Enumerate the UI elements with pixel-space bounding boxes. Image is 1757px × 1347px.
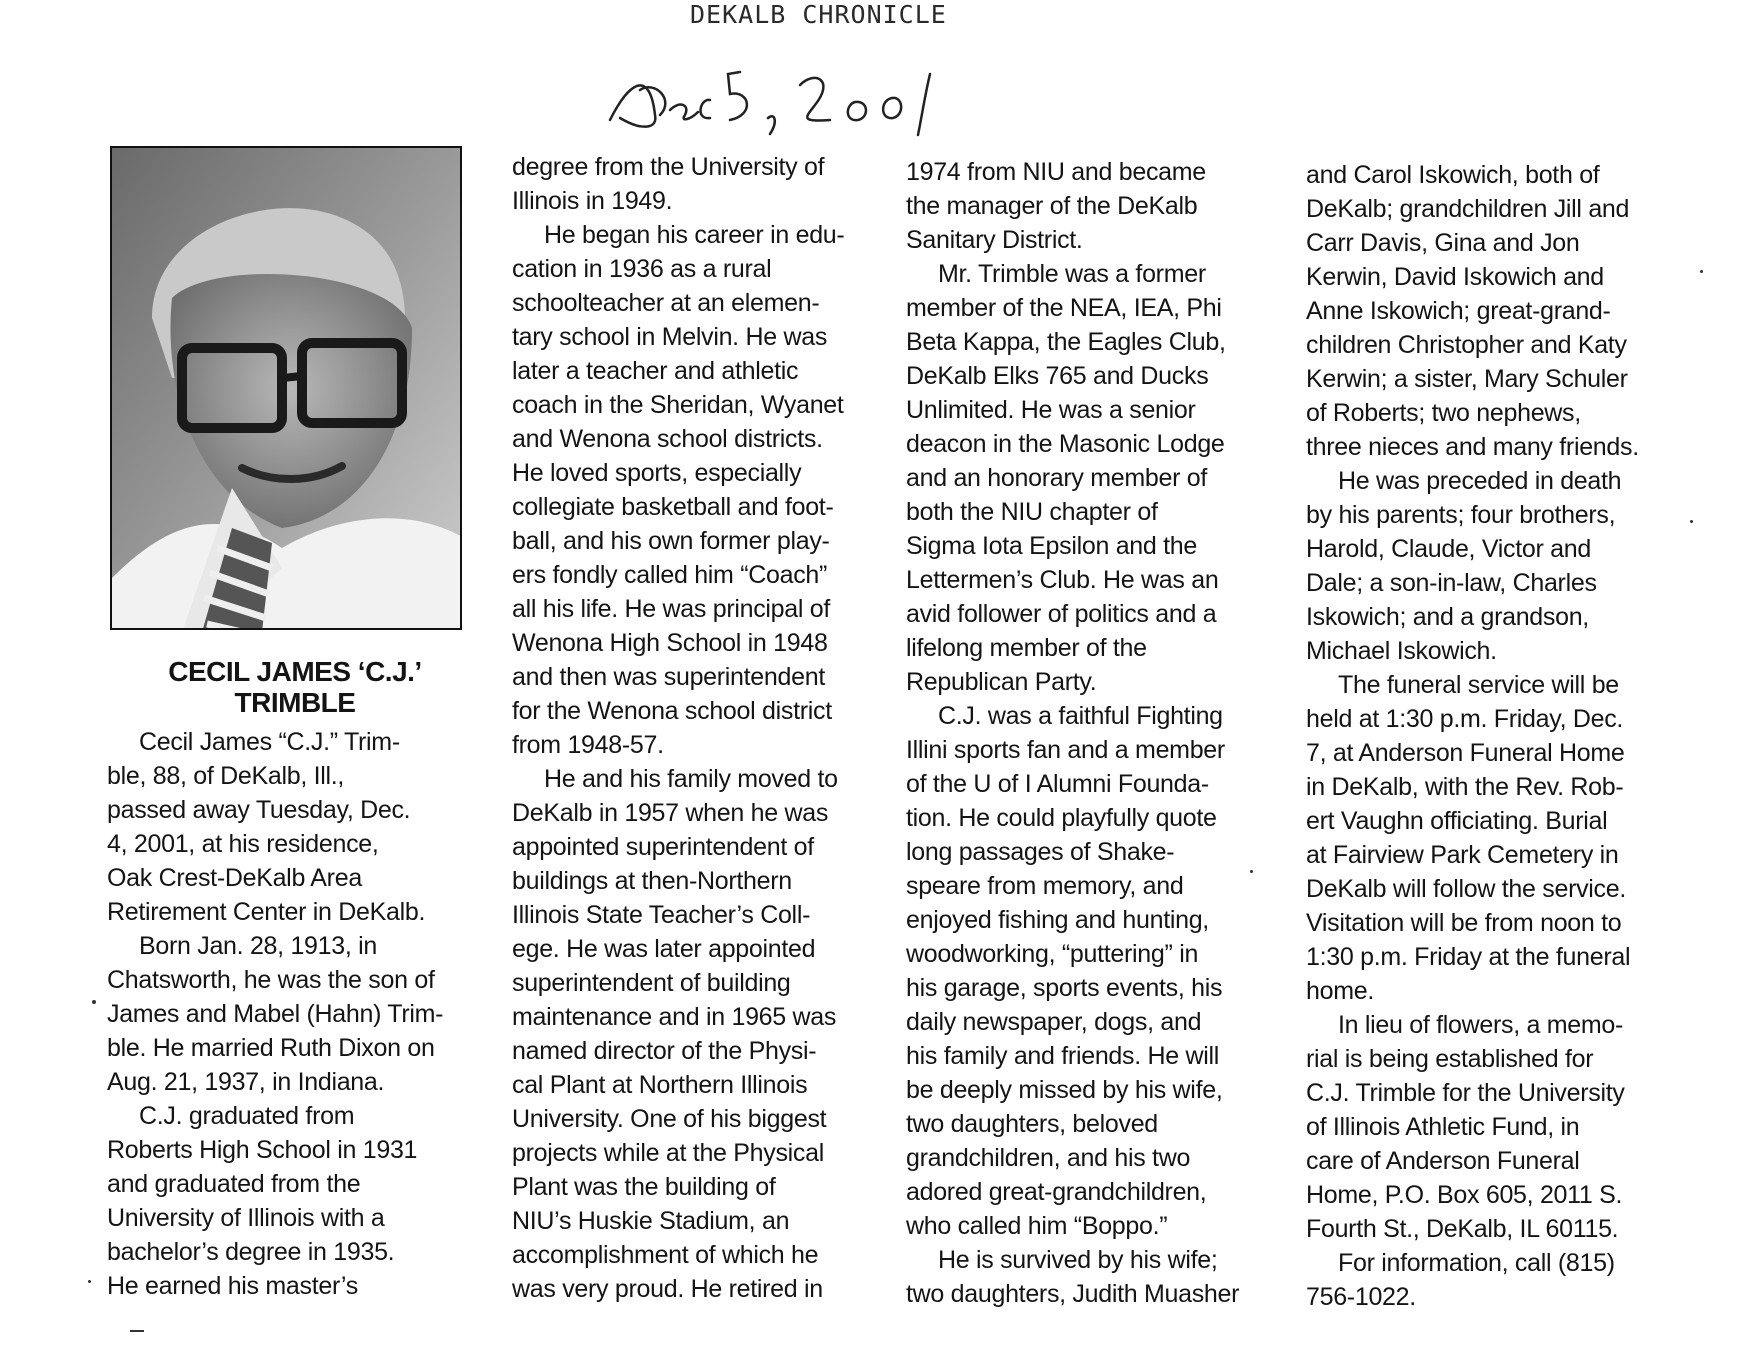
article-line: 1:30 p.m. Friday at the funeral: [1306, 943, 1631, 971]
scan-speck: [88, 1280, 91, 1283]
article-line: who called him “Boppo.”: [906, 1212, 1168, 1240]
article-line: his garage, sports events, his: [906, 974, 1223, 1002]
article-line: and graduated from the: [107, 1170, 361, 1198]
article-line: 4, 2001, at his residence,: [107, 830, 379, 858]
article-line: He loved sports, especially: [512, 459, 802, 487]
article-line: C.J. graduated from: [139, 1102, 355, 1130]
article-line: Anne Iskowich; great-grand-: [1306, 297, 1611, 325]
article-line: all his life. He was principal of: [512, 595, 831, 623]
article-column-1: [107, 725, 443, 1303]
article-line: maintenance and in 1965 was: [512, 1003, 837, 1031]
article-line: Lettermen’s Club. He was an: [906, 566, 1219, 594]
article-line: member of the NEA, IEA, Phi: [906, 294, 1222, 322]
article-line: Mr. Trimble was a former: [938, 260, 1206, 288]
article-line: DeKalb in 1957 when he was: [512, 799, 829, 827]
scan-speck: [1250, 870, 1253, 873]
article-line: Aug. 21, 1937, in Indiana.: [107, 1068, 385, 1096]
article-line: ert Vaughn officiating. Burial: [1306, 807, 1608, 835]
article-line: children Christopher and Katy: [1306, 331, 1627, 359]
article-line: 1974 from NIU and became: [906, 158, 1206, 186]
article-line: from 1948-57.: [512, 731, 664, 759]
article-line: avid follower of politics and a: [906, 600, 1217, 628]
headline-line-2: TRIMBLE: [234, 687, 356, 718]
article-line: DeKalb; grandchildren Jill and: [1306, 195, 1630, 223]
article-line: lifelong member of the: [906, 634, 1147, 662]
article-line: Illinois in 1949.: [512, 187, 673, 215]
article-line: He began his career in edu-: [544, 221, 845, 249]
article-line: The funeral service will be: [1338, 671, 1619, 699]
article-line: grandchildren, and his two: [906, 1144, 1191, 1172]
article-line: degree from the University of: [512, 153, 825, 181]
article-column-2: [512, 150, 844, 1306]
article-line: ege. He was later appointed: [512, 935, 816, 963]
article-line: of Illinois Athletic Fund, in: [1306, 1113, 1580, 1141]
article-line: accomplishment of which he: [512, 1241, 819, 1269]
article-line: Cecil James “C.J.” Trim-: [139, 728, 400, 756]
article-line: Oak Crest-DeKalb Area: [107, 864, 362, 892]
scan-speck: [1700, 270, 1703, 273]
article-line: two daughters, beloved: [906, 1110, 1158, 1138]
article-line: Beta Kappa, the Eagles Club,: [906, 328, 1226, 356]
article-line: projects while at the Physical: [512, 1139, 824, 1167]
article-line: cal Plant at Northern Illinois: [512, 1071, 808, 1099]
article-line: Chatsworth, he was the son of: [107, 966, 435, 994]
article-line: and an honorary member of: [906, 464, 1208, 492]
article-line: He and his family moved to: [544, 765, 838, 793]
article-line: passed away Tuesday, Dec.: [107, 796, 411, 824]
article-line: collegiate basketball and foot-: [512, 493, 834, 521]
article-line: daily newspaper, dogs, and: [906, 1008, 1202, 1036]
masthead: DEKALB CHRONICLE: [690, 0, 947, 29]
scan-speck: [92, 1000, 96, 1004]
article-line: the manager of the DeKalb: [906, 192, 1198, 220]
article-line: and Wenona school districts.: [512, 425, 823, 453]
article-line: at Fairview Park Cemetery in: [1306, 841, 1619, 869]
article-line: He was preceded in death: [1338, 467, 1622, 495]
article-line: 7, at Anderson Funeral Home: [1306, 739, 1625, 767]
article-line: NIU’s Huskie Stadium, an: [512, 1207, 790, 1235]
article-line: was very proud. He retired in: [512, 1275, 823, 1303]
article-line: Home, P.O. Box 605, 2011 S.: [1306, 1181, 1623, 1209]
article-line: bachelor’s degree in 1935.: [107, 1238, 395, 1266]
article-line: James and Mabel (Hahn) Trim-: [107, 1000, 444, 1028]
handwritten-date: [600, 60, 960, 140]
article-line: his family and friends. He will: [906, 1042, 1220, 1070]
article-line: for the Wenona school district: [512, 697, 832, 725]
article-line: both the NIU chapter of: [906, 498, 1158, 526]
article-line: Kerwin; a sister, Mary Schuler: [1306, 365, 1628, 393]
article-line: 756-1022.: [1306, 1283, 1416, 1311]
article-line: enjoyed fishing and hunting,: [906, 906, 1209, 934]
article-line: ball, and his own former play-: [512, 527, 830, 555]
article-line: Visitation will be from noon to: [1306, 909, 1622, 937]
article-column-4: [1306, 158, 1639, 1314]
article-line: schoolteacher at an elemen-: [512, 289, 820, 317]
article-line: and then was superintendent: [512, 663, 825, 691]
headline-line-1: CECIL JAMES ‘C.J.’: [168, 656, 422, 687]
article-line: Republican Party.: [906, 668, 1097, 696]
article-line: Kerwin, David Iskowich and: [1306, 263, 1604, 291]
article-line: Roberts High School in 1931: [107, 1136, 418, 1164]
article-line: care of Anderson Funeral: [1306, 1147, 1580, 1175]
article-line: cation in 1936 as a rural: [512, 255, 772, 283]
article-line: superintendent of building: [512, 969, 791, 997]
article-line: ble, 88, of DeKalb, Ill.,: [107, 762, 345, 790]
article-line: be deeply missed by his wife,: [906, 1076, 1223, 1104]
article-line: appointed superintendent of: [512, 833, 814, 861]
article-line: For information, call (815): [1338, 1249, 1615, 1277]
article-line: DeKalb will follow the service.: [1306, 875, 1626, 903]
article-line: rial is being established for: [1306, 1045, 1594, 1073]
article-line: In lieu of flowers, a memo-: [1338, 1011, 1624, 1039]
article-line: and Carol Iskowich, both of: [1306, 161, 1600, 189]
article-line: ers fondly called him “Coach”: [512, 561, 828, 589]
article-line: DeKalb Elks 765 and Ducks: [906, 362, 1209, 390]
article-line: tion. He could playfully quote: [906, 804, 1217, 832]
article-line: Harold, Claude, Victor and: [1306, 535, 1591, 563]
article-line: two daughters, Judith Muasher: [906, 1280, 1240, 1308]
article-line: Illini sports fan and a member: [906, 736, 1225, 764]
article-line: He is survived by his wife;: [938, 1246, 1218, 1274]
article-line: adored great-grandchildren,: [906, 1178, 1207, 1206]
article-line: long passages of Shake-: [906, 838, 1175, 866]
article-line: by his parents; four brothers,: [1306, 501, 1616, 529]
article-line: in DeKalb, with the Rev. Rob-: [1306, 773, 1624, 801]
article-line: Michael Iskowich.: [1306, 637, 1497, 665]
article-line: speare from memory, and: [906, 872, 1184, 900]
article-line: of the U of I Alumni Founda-: [906, 770, 1209, 798]
article-line: Sigma Iota Epsilon and the: [906, 532, 1198, 560]
article-line: held at 1:30 p.m. Friday, Dec.: [1306, 705, 1624, 733]
article-line: three nieces and many friends.: [1306, 433, 1639, 461]
article-line: named director of the Physi-: [512, 1037, 817, 1065]
article-line: of Roberts; two nephews,: [1306, 399, 1581, 427]
article-line: tary school in Melvin. He was: [512, 323, 828, 351]
article-line: University. One of his biggest: [512, 1105, 827, 1133]
article-line: C.J. Trimble for the University: [1306, 1079, 1625, 1107]
article-line: deacon in the Masonic Lodge: [906, 430, 1225, 458]
article-line: coach in the Sheridan, Wyanet: [512, 391, 844, 419]
portrait-photo: [110, 146, 462, 630]
article-line: later a teacher and athletic: [512, 357, 799, 385]
portrait-photo-icon: [112, 148, 462, 630]
article-line: Plant was the building of: [512, 1173, 776, 1201]
article-line: Retirement Center in DeKalb.: [107, 898, 426, 926]
article-line: University of Illinois with a: [107, 1204, 385, 1232]
obituary-headline: [125, 656, 465, 718]
article-line: home.: [1306, 977, 1374, 1005]
article-line: Carr Davis, Gina and Jon: [1306, 229, 1580, 257]
article-column-3: [906, 155, 1239, 1311]
article-line: Born Jan. 28, 1913, in: [139, 932, 378, 960]
article-line: Sanitary District.: [906, 226, 1083, 254]
scan-speck: [130, 1330, 144, 1332]
article-line: He earned his master’s: [107, 1272, 358, 1300]
scan-speck: [1690, 520, 1693, 523]
article-line: Illinois State Teacher’s Coll-: [512, 901, 811, 929]
article-line: buildings at then-Northern: [512, 867, 792, 895]
article-line: Fourth St., DeKalb, IL 60115.: [1306, 1215, 1619, 1243]
article-line: C.J. was a faithful Fighting: [938, 702, 1223, 730]
article-line: woodworking, “puttering” in: [906, 940, 1199, 968]
article-line: ble. He married Ruth Dixon on: [107, 1034, 435, 1062]
article-line: Wenona High School in 1948: [512, 629, 828, 657]
article-line: Unlimited. He was a senior: [906, 396, 1196, 424]
article-line: Dale; a son-in-law, Charles: [1306, 569, 1597, 597]
article-line: Iskowich; and a grandson,: [1306, 603, 1589, 631]
